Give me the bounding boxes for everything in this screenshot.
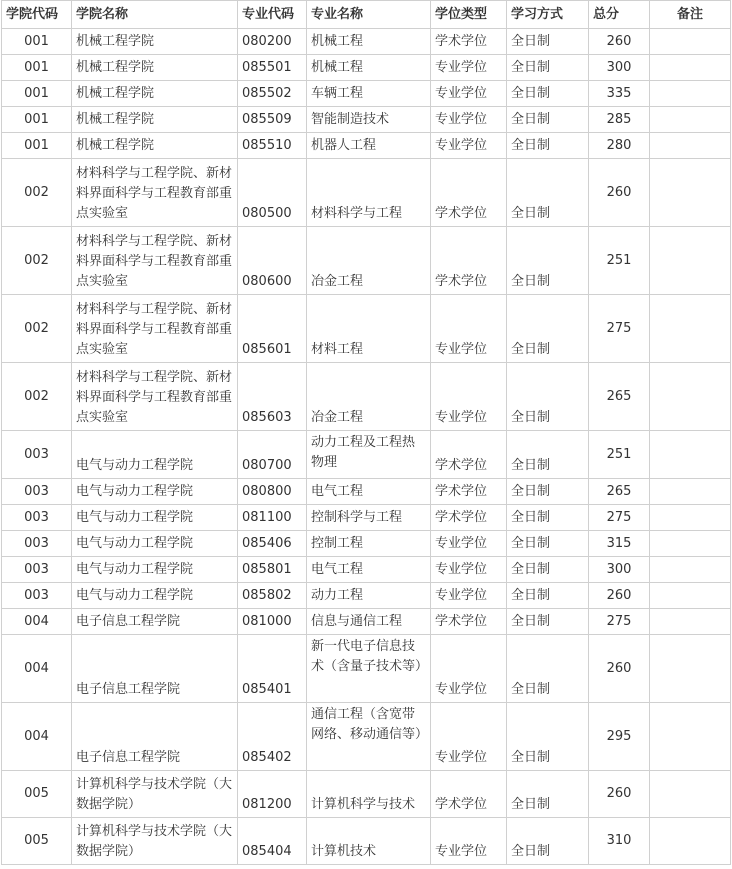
- cell-note: [650, 505, 731, 531]
- cell-college-name: 电子信息工程学院: [72, 635, 238, 703]
- header-note: 备注: [650, 1, 731, 29]
- table-row: [2, 557, 731, 583]
- cell-major-name: 动力工程及工程热物理: [307, 431, 431, 479]
- cell-total-score: 315: [589, 531, 650, 557]
- cell-college-name: 电气与动力工程学院: [72, 531, 238, 557]
- table-row: [2, 531, 731, 557]
- cell-study-mode: 全日制: [507, 635, 589, 703]
- cell-note: [650, 107, 731, 133]
- cell-study-mode: 全日制: [507, 505, 589, 531]
- header-major-code: 专业代码: [238, 1, 307, 29]
- cell-degree-type: 专业学位: [431, 703, 507, 771]
- cell-college-name: 机械工程学院: [72, 107, 238, 133]
- cell-note: [650, 295, 731, 363]
- cell-degree-type: 学术学位: [431, 609, 507, 635]
- table-row: [2, 81, 731, 107]
- table-row: [2, 295, 731, 363]
- cell-college-code: 003: [2, 479, 72, 505]
- cell-degree-type: 专业学位: [431, 531, 507, 557]
- cell-note: [650, 81, 731, 107]
- cell-major-name: 计算机科学与技术: [307, 771, 431, 818]
- cell-major-code: 080800: [238, 479, 307, 505]
- cell-college-name: 机械工程学院: [72, 81, 238, 107]
- cell-major-name: 机械工程: [307, 55, 431, 81]
- cell-college-code: 002: [2, 363, 72, 431]
- cell-college-code: 001: [2, 55, 72, 81]
- table-row: [2, 583, 731, 609]
- cell-study-mode: 全日制: [507, 479, 589, 505]
- cell-college-code: 002: [2, 295, 72, 363]
- cell-total-score: 275: [589, 505, 650, 531]
- header-major-name: 专业名称: [307, 1, 431, 29]
- cell-college-name: 机械工程学院: [72, 55, 238, 81]
- cell-college-code: 003: [2, 431, 72, 479]
- cell-major-code: 085801: [238, 557, 307, 583]
- cell-degree-type: 专业学位: [431, 557, 507, 583]
- table-row: [2, 55, 731, 81]
- cell-college-code: 004: [2, 609, 72, 635]
- cell-total-score: 295: [589, 703, 650, 771]
- cell-degree-type: 专业学位: [431, 133, 507, 159]
- cell-total-score: 260: [589, 771, 650, 818]
- cell-major-code: 085502: [238, 81, 307, 107]
- cell-college-code: 001: [2, 29, 72, 55]
- cell-total-score: 310: [589, 818, 650, 865]
- cell-major-name: 冶金工程: [307, 363, 431, 431]
- cell-college-name: 材料科学与工程学院、新材料界面科学与工程教育部重点实验室: [72, 295, 238, 363]
- cell-note: [650, 29, 731, 55]
- cell-total-score: 265: [589, 363, 650, 431]
- cell-note: [650, 431, 731, 479]
- cell-degree-type: 学术学位: [431, 771, 507, 818]
- cell-study-mode: 全日制: [507, 771, 589, 818]
- cell-degree-type: 专业学位: [431, 583, 507, 609]
- cell-major-name: 动力工程: [307, 583, 431, 609]
- table-row: [2, 107, 731, 133]
- cell-study-mode: 全日制: [507, 55, 589, 81]
- cell-total-score: 300: [589, 55, 650, 81]
- cell-major-name: 材料科学与工程: [307, 159, 431, 227]
- cell-college-name: 机械工程学院: [72, 29, 238, 55]
- cell-study-mode: 全日制: [507, 583, 589, 609]
- cell-study-mode: 全日制: [507, 703, 589, 771]
- cell-college-code: 003: [2, 505, 72, 531]
- table-row: [2, 363, 731, 431]
- cell-total-score: 260: [589, 29, 650, 55]
- cell-college-code: 003: [2, 557, 72, 583]
- cell-college-name: 材料科学与工程学院、新材料界面科学与工程教育部重点实验室: [72, 227, 238, 295]
- cell-major-name: 机械工程: [307, 29, 431, 55]
- table-row: [2, 479, 731, 505]
- cell-note: [650, 818, 731, 865]
- cell-total-score: 275: [589, 609, 650, 635]
- cell-degree-type: 专业学位: [431, 81, 507, 107]
- cell-major-name: 电气工程: [307, 479, 431, 505]
- cell-total-score: 260: [589, 635, 650, 703]
- cell-major-code: 085509: [238, 107, 307, 133]
- table-row: [2, 29, 731, 55]
- cell-note: [650, 159, 731, 227]
- table-header-row: [2, 1, 731, 29]
- cell-degree-type: 学术学位: [431, 159, 507, 227]
- admission-score-table: [1, 0, 731, 865]
- cell-total-score: 275: [589, 295, 650, 363]
- table-row: [2, 635, 731, 703]
- cell-note: [650, 635, 731, 703]
- table-row: [2, 703, 731, 771]
- cell-major-name: 机器人工程: [307, 133, 431, 159]
- cell-note: [650, 583, 731, 609]
- cell-major-name: 新一代电子信息技术（含量子技术等）: [307, 635, 431, 703]
- cell-total-score: 251: [589, 227, 650, 295]
- cell-college-code: 002: [2, 227, 72, 295]
- cell-major-code: 085404: [238, 818, 307, 865]
- header-study-mode: 学习方式: [507, 1, 589, 29]
- cell-college-name: 电气与动力工程学院: [72, 431, 238, 479]
- cell-study-mode: 全日制: [507, 29, 589, 55]
- cell-college-name: 计算机科学与技术学院（大数据学院）: [72, 771, 238, 818]
- cell-college-name: 电子信息工程学院: [72, 609, 238, 635]
- cell-study-mode: 全日制: [507, 363, 589, 431]
- header-total-score: 总分: [589, 1, 650, 29]
- cell-study-mode: 全日制: [507, 557, 589, 583]
- cell-major-code: 081100: [238, 505, 307, 531]
- cell-total-score: 285: [589, 107, 650, 133]
- cell-major-name: 材料工程: [307, 295, 431, 363]
- cell-note: [650, 363, 731, 431]
- cell-major-name: 控制工程: [307, 531, 431, 557]
- cell-degree-type: 专业学位: [431, 363, 507, 431]
- cell-major-name: 控制科学与工程: [307, 505, 431, 531]
- cell-study-mode: 全日制: [507, 81, 589, 107]
- cell-total-score: 260: [589, 159, 650, 227]
- cell-degree-type: 学术学位: [431, 479, 507, 505]
- cell-degree-type: 学术学位: [431, 431, 507, 479]
- cell-college-name: 机械工程学院: [72, 133, 238, 159]
- cell-degree-type: 学术学位: [431, 29, 507, 55]
- cell-study-mode: 全日制: [507, 159, 589, 227]
- cell-college-code: 001: [2, 107, 72, 133]
- table-row: [2, 227, 731, 295]
- cell-college-code: 005: [2, 818, 72, 865]
- cell-study-mode: 全日制: [507, 431, 589, 479]
- cell-study-mode: 全日制: [507, 133, 589, 159]
- cell-study-mode: 全日制: [507, 295, 589, 363]
- table-row: [2, 159, 731, 227]
- cell-major-code: 085501: [238, 55, 307, 81]
- table-row: [2, 609, 731, 635]
- cell-college-code: 001: [2, 133, 72, 159]
- cell-major-code: 080500: [238, 159, 307, 227]
- cell-major-code: 085510: [238, 133, 307, 159]
- cell-major-name: 计算机技术: [307, 818, 431, 865]
- cell-college-code: 001: [2, 81, 72, 107]
- cell-total-score: 265: [589, 479, 650, 505]
- cell-total-score: 335: [589, 81, 650, 107]
- cell-major-code: 085603: [238, 363, 307, 431]
- cell-college-code: 004: [2, 703, 72, 771]
- cell-college-code: 002: [2, 159, 72, 227]
- table-row: [2, 133, 731, 159]
- cell-total-score: 300: [589, 557, 650, 583]
- cell-college-code: 003: [2, 583, 72, 609]
- cell-note: [650, 55, 731, 81]
- cell-college-name: 电气与动力工程学院: [72, 557, 238, 583]
- cell-college-code: 003: [2, 531, 72, 557]
- cell-major-code: 085406: [238, 531, 307, 557]
- cell-degree-type: 学术学位: [431, 227, 507, 295]
- cell-major-code: 085402: [238, 703, 307, 771]
- cell-study-mode: 全日制: [507, 531, 589, 557]
- cell-college-name: 电气与动力工程学院: [72, 479, 238, 505]
- cell-major-code: 080700: [238, 431, 307, 479]
- cell-note: [650, 133, 731, 159]
- cell-major-name: 冶金工程: [307, 227, 431, 295]
- table-row: [2, 818, 731, 865]
- cell-study-mode: 全日制: [507, 818, 589, 865]
- cell-major-code: 081000: [238, 609, 307, 635]
- cell-major-name: 车辆工程: [307, 81, 431, 107]
- cell-major-code: 081200: [238, 771, 307, 818]
- cell-major-name: 电气工程: [307, 557, 431, 583]
- cell-college-name: 电气与动力工程学院: [72, 505, 238, 531]
- cell-college-name: 材料科学与工程学院、新材料界面科学与工程教育部重点实验室: [72, 363, 238, 431]
- cell-degree-type: 专业学位: [431, 295, 507, 363]
- cell-major-code: 080200: [238, 29, 307, 55]
- cell-degree-type: 专业学位: [431, 635, 507, 703]
- cell-note: [650, 479, 731, 505]
- cell-total-score: 251: [589, 431, 650, 479]
- cell-college-name: 材料科学与工程学院、新材料界面科学与工程教育部重点实验室: [72, 159, 238, 227]
- cell-major-code: 085401: [238, 635, 307, 703]
- table-row: [2, 431, 731, 479]
- cell-degree-type: 专业学位: [431, 818, 507, 865]
- cell-college-code: 005: [2, 771, 72, 818]
- cell-note: [650, 703, 731, 771]
- header-degree-type: 学位类型: [431, 1, 507, 29]
- cell-total-score: 280: [589, 133, 650, 159]
- table-row: [2, 771, 731, 818]
- cell-note: [650, 227, 731, 295]
- cell-note: [650, 609, 731, 635]
- cell-degree-type: 专业学位: [431, 55, 507, 81]
- cell-major-code: 085802: [238, 583, 307, 609]
- cell-college-name: 电子信息工程学院: [72, 703, 238, 771]
- cell-note: [650, 531, 731, 557]
- table-row: [2, 505, 731, 531]
- cell-study-mode: 全日制: [507, 107, 589, 133]
- cell-note: [650, 771, 731, 818]
- cell-college-code: 004: [2, 635, 72, 703]
- cell-study-mode: 全日制: [507, 609, 589, 635]
- cell-major-name: 智能制造技术: [307, 107, 431, 133]
- cell-major-code: 080600: [238, 227, 307, 295]
- cell-college-name: 计算机科学与技术学院（大数据学院）: [72, 818, 238, 865]
- cell-major-name: 通信工程（含宽带网络、移动通信等）: [307, 703, 431, 771]
- cell-college-name: 电气与动力工程学院: [72, 583, 238, 609]
- cell-major-code: 085601: [238, 295, 307, 363]
- header-college-code: 学院代码: [2, 1, 72, 29]
- cell-degree-type: 学术学位: [431, 505, 507, 531]
- cell-note: [650, 557, 731, 583]
- cell-study-mode: 全日制: [507, 227, 589, 295]
- cell-total-score: 260: [589, 583, 650, 609]
- cell-major-name: 信息与通信工程: [307, 609, 431, 635]
- header-college-name: 学院名称: [72, 1, 238, 29]
- cell-degree-type: 专业学位: [431, 107, 507, 133]
